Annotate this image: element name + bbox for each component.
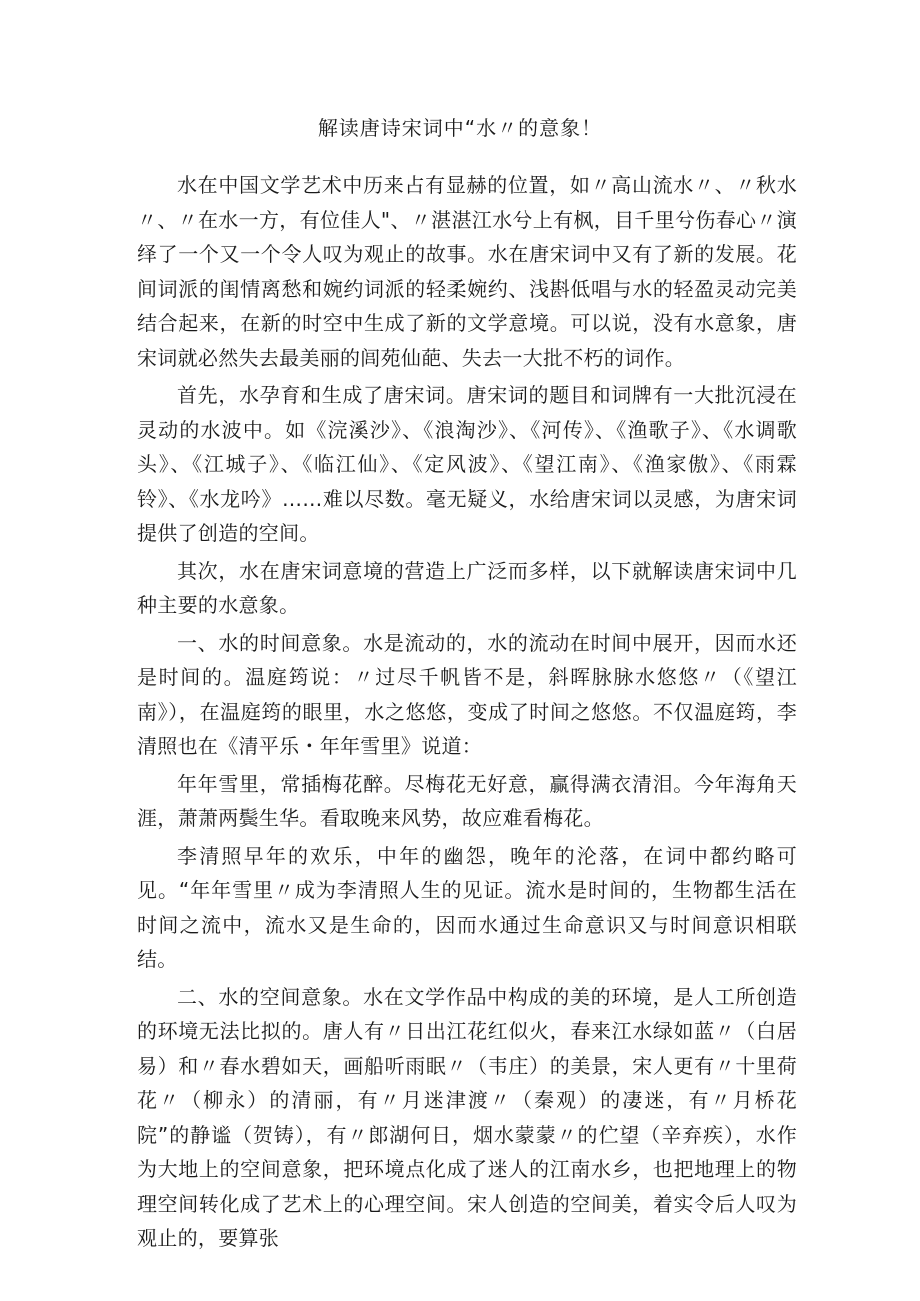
- document-body: [137, 168, 797, 1259]
- paragraph-first: 首先，水孕育和生成了唐宋词。唐宋词的题目和词牌有一大批沉浸在灵动的水波中。如《浣溪沙》、《浪淘沙》、《河传》、《渔歌子》、《水调歌头》、《江城子》、《临江仙》、《定风波》、《望江南》、《渔家傲》、《雨霖铃》、《水龙吟》……难以尽数。毫无疑义，水给唐宋词以灵感，为唐宋词提供了创造的空间。: [137, 383, 797, 545]
- paragraph-space-imagery: 二、水的空间意象。水在文学作品中构成的美的环境，是人工所创造的环境无法比拟的。唐人有〃日出江花红似火，春来江水绿如蓝〃（白居易）和〃春水碧如天，画船听雨眠〃（韦庄）的美景，宋人更有〃十里荷花〃（柳永）的清丽，有〃月迷津渡〃（秦观）的凄迷，有〃月桥花院”的静谧（贺铸），有〃郎湖何日，烟水蒙蒙〃的伫望（辛弃疾），水作为大地上的空间意象，把环境点化成了迷人的江南水乡，也把地理上的物理空间转化成了艺术上的心理空间。宋人创造的空间美，着实令后人叹为观止的，要算张: [137, 984, 797, 1250]
- paragraph-second: 其次，水在唐宋词意境的营造上广泛而多样，以下就解读唐宋词中几种主要的水意象。: [137, 558, 797, 617]
- paragraph-time-imagery: 一、水的时间意象。水是流动的，水的流动在时间中展开，因而水还是时间的。温庭筠说：〃过尽千帆皆不是，斜晖脉脉水悠悠〃（《望江南》），在温庭筠的眼里，水之悠悠，变成了时间之悠悠。不仅温庭筠，李清照也在《清平乐・年年雪里》说道：: [137, 630, 797, 758]
- paragraph-li-qingzhao: 李清照早年的欢乐，中年的幽怨，晚年的沦落，在词中都约略可见。“年年雪里〃成为李清照人生的见证。流水是时间的，生物都生活在时间之流中，流水又是生命的，因而水通过生命意识又与时间意识相联结。: [137, 843, 797, 971]
- document-title: 解读唐诗宋词中“水〃的意象！: [317, 116, 603, 140]
- paragraph-poem-quote: 年年雪里，常插梅花醉。尽梅花无好意，赢得满衣清泪。今年海角天涯，萧萧两鬓生华。看取晚来风势，故应难看梅花。: [137, 771, 797, 830]
- paragraph-intro: 水在中国文学艺术中历来占有显赫的位置，如〃高山流水〃、〃秋水〃、〃在水一方，有位佳人"、〃湛湛江水兮上有枫，目千里兮伤春心〃演绎了一个又一个令人叹为观止的故事。水在唐宋词中又有了新的发展。花间词派的闺情离愁和婉约词派的轻柔婉约、浅斟低唱与水的轻盈灵动完美结合起来，在新的时空中生成了新的文学意境。可以说，没有水意象，唐宋词就必然失去最美丽的闾苑仙葩、失去一大批不朽的词作。: [137, 173, 797, 370]
